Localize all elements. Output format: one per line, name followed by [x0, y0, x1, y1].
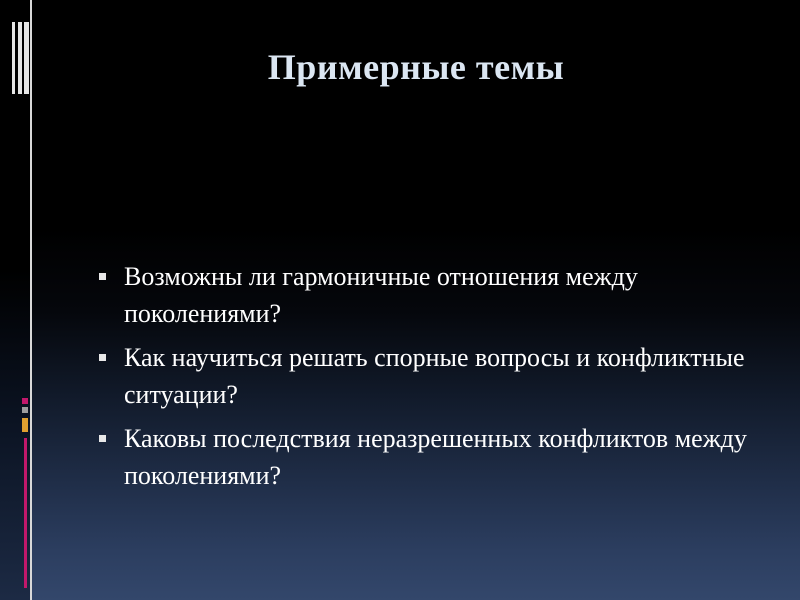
accent-pink — [22, 398, 28, 404]
stripe — [24, 22, 29, 94]
accent-yellow — [22, 418, 28, 432]
bullet-item — [98, 258, 758, 332]
stripe — [12, 22, 15, 94]
bullet-text: Как научиться решать спорные вопросы и конфликтные ситуации? — [124, 343, 745, 409]
strip-edge — [30, 0, 32, 600]
bullet-list — [98, 258, 758, 501]
decorative-side-strip — [0, 0, 32, 600]
bullet-item — [98, 339, 758, 413]
bullet-square-icon — [99, 354, 106, 361]
accent-pink-bar — [24, 438, 27, 588]
stripe — [18, 22, 22, 94]
bullet-square-icon — [99, 273, 106, 280]
bullet-text: Каковы последствия неразрешенных конфликтов между поколениями? — [124, 424, 747, 490]
decorative-stripes — [0, 22, 32, 94]
bullet-text: Возможны ли гармоничные отношения между поколениями? — [124, 262, 638, 328]
slide-title: Примерные темы — [267, 47, 565, 87]
bullet-square-icon — [99, 435, 106, 442]
accent-gray — [22, 407, 28, 413]
bullet-item — [98, 420, 758, 494]
